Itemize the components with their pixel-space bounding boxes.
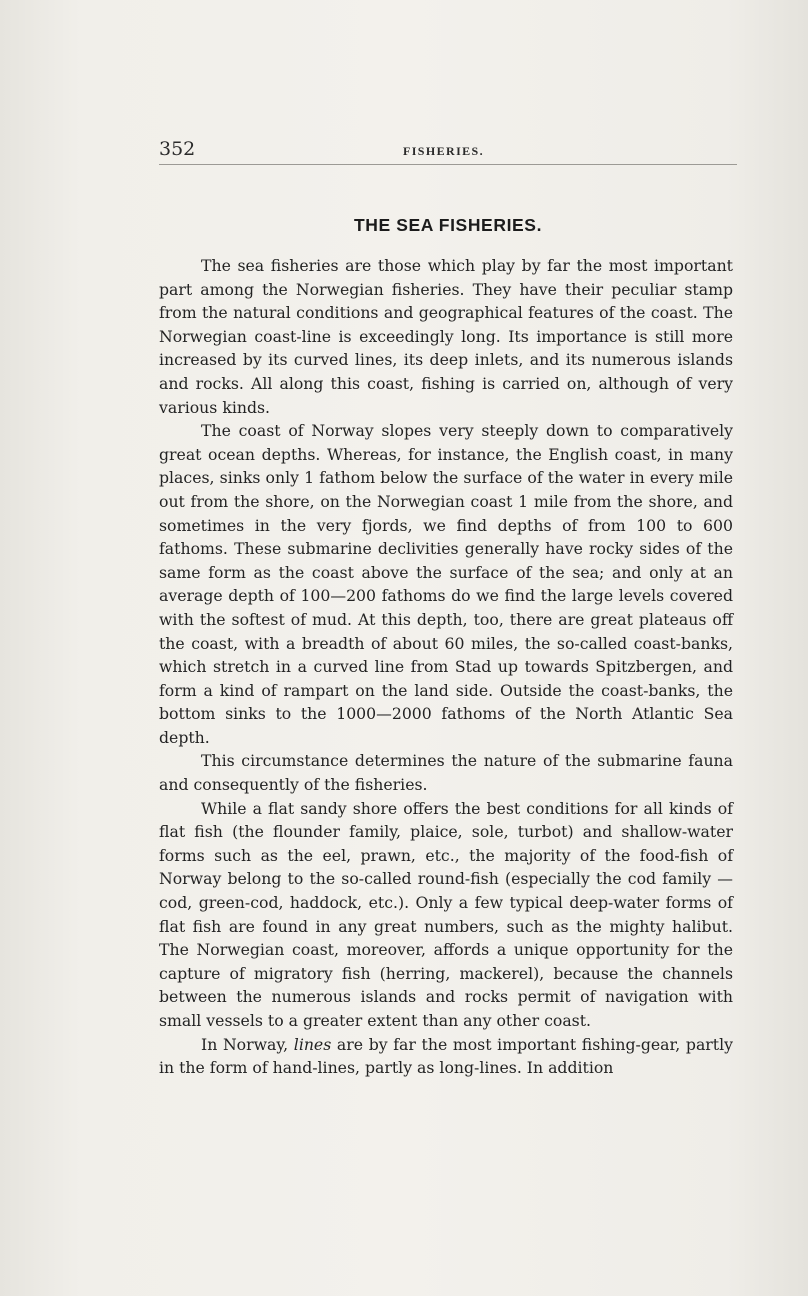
running-head bbox=[159, 138, 737, 165]
page-number: 352 bbox=[159, 138, 196, 160]
italic-term: lines bbox=[293, 1034, 332, 1054]
section-title: THE SEA FISHERIES. bbox=[353, 215, 543, 235]
paragraph-1: The sea fisheries are those which play by far the most important part among the Norwegian fisheries. They have their peculiar stamp from the natural conditions and geographical features of the coast. The Norwegian coast-line is exceedingly long. Its importance is still more increased by its curved lines, its deep inlets, and its numerous islands and rocks. All along this coast, fishing is carried on, although of very various kinds. bbox=[159, 256, 733, 417]
paragraph-2: The coast of Norway slopes very steeply down to comparatively great ocean depths. Whereas, for instance, the English coast, in many places, sinks only 1 fathom below the surface of the water in every mile out from the shore, on the Norwegian coast 1 mile from the shore, and sometimes in the very fjords, we find depths of from 100 to 600 fathoms. These submarine declivities generally have rocky sides of the same form as the coast above the surface of the sea; and only at an average depth of 100—200 fathoms do we find the large levels covered with the softest of mud. At this depth, too, there are great plateaus off the coast, with a breadth of about 60 miles, the so-called coast-banks, which stretch in a curved line from Stad up towards Spitzbergen, and form a kind of rampart on the land side. Outside the coast-banks, the bottom sinks to the 1000—2000 fathoms of the North Atlantic Sea depth. bbox=[159, 421, 733, 747]
paragraph-5 bbox=[159, 1033, 733, 1080]
paragraph-5-start: In Norway, bbox=[201, 1034, 294, 1054]
paragraph-3: This circumstance determines the nature of the submarine fauna and consequently of the fisheries. bbox=[159, 751, 733, 795]
paragraph-5-end: are by far the most important fishing-gear, partly in the form of hand-lines, partly as long-lines. In addition bbox=[159, 1034, 733, 1078]
running-title: FISHERIES. bbox=[403, 144, 485, 158]
body-text bbox=[159, 254, 733, 1080]
paragraph-4: While a flat sandy shore offers the best conditions for all kinds of flat fish (the flounder family, plaice, sole, turbot) and shallow-water forms such as the eel, prawn, etc., the majority of the food-fish of Norway belong to the so-called round-fish (especially the cod family — cod, green-cod, haddock, etc.). Only a few typical deep-water forms of flat fish are found in any great numbers, such as the mighty halibut. The Norwegian coast, moreover, affords a unique opportunity for the capture of migratory fish (herring, mackerel), because the channels between the numerous islands and rocks permit of navigation with small vessels to a greater extent than any other coast. bbox=[159, 798, 733, 1030]
